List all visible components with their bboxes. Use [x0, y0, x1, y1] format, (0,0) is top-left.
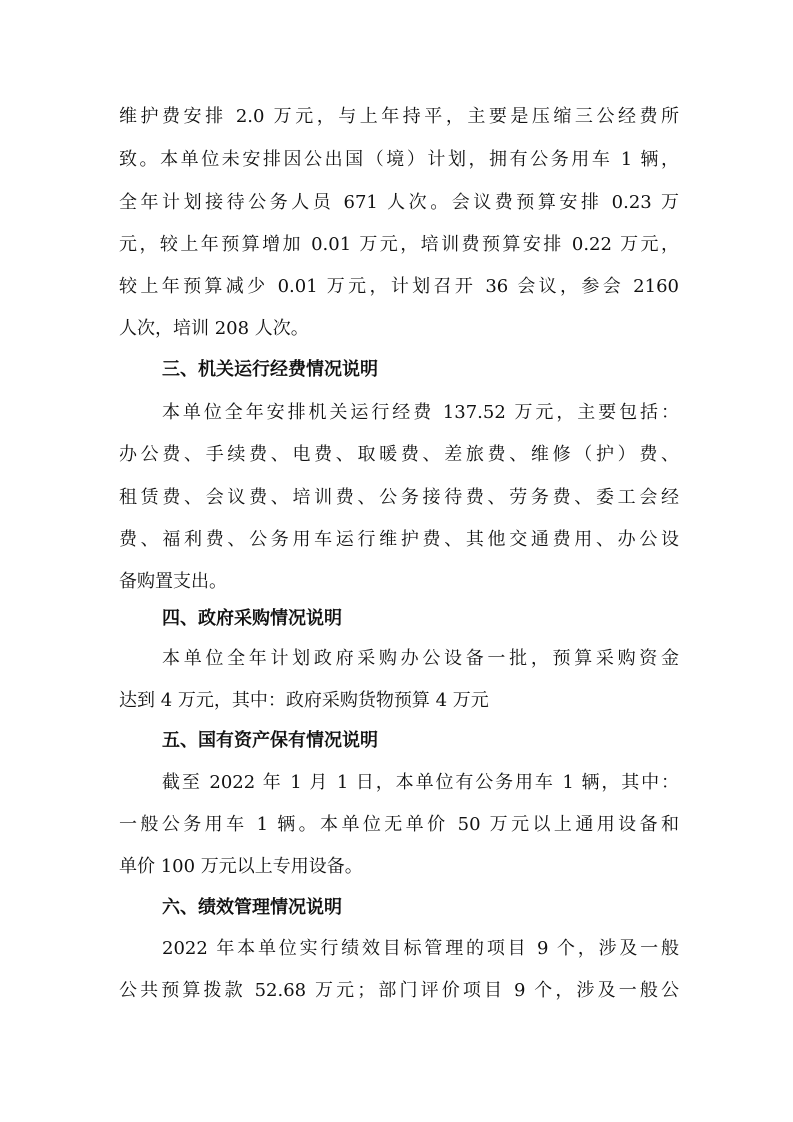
body-text-line: 全年计划接待公务人员 671 人次。会议费预算安排 0.23 万 — [119, 192, 679, 213]
body-text-line: 本单位全年计划政府采购办公设备一批，预算采购资金 — [162, 648, 679, 669]
body-text-line: 2022 年本单位实行绩效目标管理的项目 9 个，涉及一般 — [162, 938, 679, 959]
body-text-line: 本单位全年安排机关运行经费 137.52 万元，主要包括： — [162, 402, 679, 423]
body-text-line: 办公费、手续费、电费、取暖费、差旅费、维修（护）费、 — [119, 444, 679, 465]
body-text-line: 公共预算拨款 52.68 万元；部门评价项目 9 个，涉及一般公 — [119, 980, 679, 1001]
section-heading-state-assets: 五、国有资产保有情况说明 — [162, 730, 378, 751]
body-text-line: 人次，培训 208 人次。 — [119, 318, 309, 339]
section-heading-operating-costs: 三、机关运行经费情况说明 — [162, 359, 378, 380]
body-text-line: 一般公务用车 1 辆。本单位无单价 50 万元以上通用设备和 — [119, 814, 679, 835]
body-text-line: 致。本单位未安排因公出国（境）计划，拥有公务用车 1 辆， — [119, 149, 679, 170]
body-text-line: 达到 4 万元，其中：政府采购货物预算 4 万元 — [119, 690, 489, 711]
section-heading-government-procurement: 四、政府采购情况说明 — [162, 608, 342, 629]
section-heading-performance-management: 六、绩效管理情况说明 — [162, 897, 342, 918]
body-text-line: 较上年预算减少 0.01 万元，计划召开 36 会议，参会 2160 — [119, 276, 679, 297]
body-text-line: 元，较上年预算增加 0.01 万元，培训费预算安排 0.22 万元， — [119, 234, 679, 255]
body-text-line: 费、福利费、公务用车运行维护费、其他交通费用、办公设 — [119, 529, 679, 550]
body-text-line: 维护费安排 2.0 万元，与上年持平，主要是压缩三公经费所 — [119, 106, 679, 127]
body-text-line: 备购置支出。 — [119, 571, 227, 592]
body-text-line: 单价 100 万元以上专用设备。 — [119, 856, 363, 877]
body-text-line: 租赁费、会议费、培训费、公务接待费、劳务费、委工会经 — [119, 487, 679, 508]
body-text-line: 截至 2022 年 1 月 1 日，本单位有公务用车 1 辆，其中： — [162, 772, 679, 793]
